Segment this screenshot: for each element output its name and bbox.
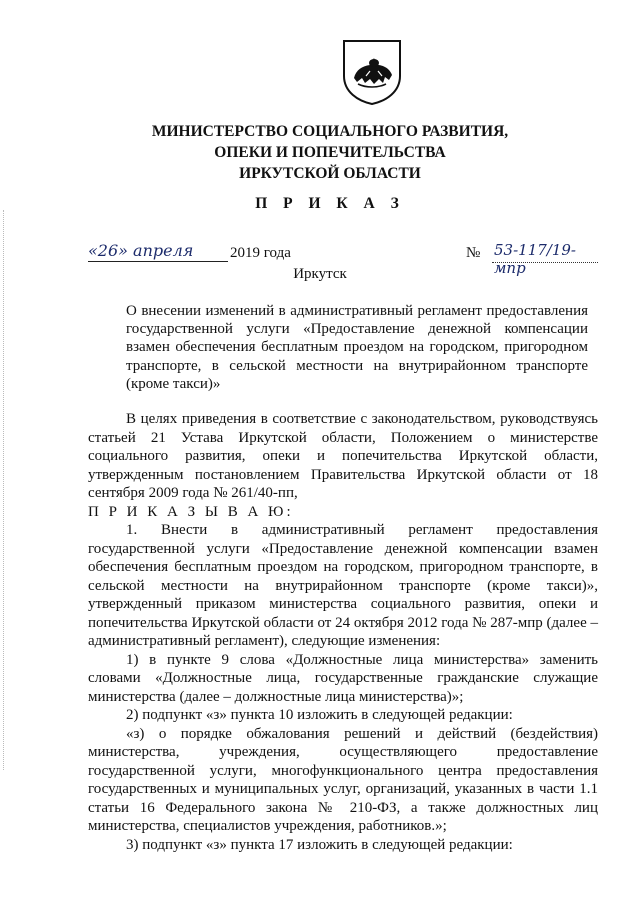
ministry-line-2: ОПЕКИ И ПОПЕЧИТЕЛЬСТВА	[214, 144, 446, 161]
subitem-2-paragraph: 2) подпункт «з» пункта 10 изложить в следующей редакции:	[126, 707, 513, 723]
coat-of-arms-emblem	[340, 38, 404, 106]
subitem-2-text-paragraph: «з) о порядке обжалования решений и действий (бездействия) министерства, учреждения, осуществляющего предоставление государственной услуги, многофункционального центра предоставления государственных и муниципальных услуг, организаций, указанных в части 1.1 статьи 16 Федерального закона № 210-ФЗ, а также должностных лиц министерства, специалистов учреждения, работников.»;	[88, 725, 598, 834]
subitem-1-paragraph: 1) в пункте 9 слова «Должностные лица министерства» заменить словами «Должностные лица, государственные гражданские служащие министерства (далее – должностные лица министерства)»;	[88, 651, 598, 705]
babr-emblem-icon	[340, 38, 404, 106]
handwritten-number: 53-117/19-мпр	[494, 241, 576, 277]
date-underline	[88, 261, 228, 262]
subitem-3-paragraph: 3) подпункт «з» пункта 17 изложить в следующей редакции:	[126, 836, 513, 853]
preamble-paragraph: В целях приведения в соответствие с законодательством, руководствуясь статьей 21 Устава Иркутской области, Положением о министерстве социального развития, опеки и попечительства Иркутской области, утвержденным постановлением Правительства Иркутской области от 18 сентября 2009 года № 261/40-пп,	[88, 411, 598, 501]
ministry-line-1: МИНИСТЕРСТВО СОЦИАЛЬНОГО РАЗВИТИЯ,	[151, 123, 509, 140]
item-1-paragraph: 1. Внести в административный регламент предоставления государственной услуги «Предоставление денежной компенсации взамен обеспечения бесплатным проездом на городском, пригородном транспорте, в сельской местности на внутрирайонном транспорте (кроме такси)», утвержденный приказом министерства социального развития, опеки и попечительства Иркутской области от 24 октября 2012 года № 287-мпр (далее – административный регламент), следующие изменения:	[88, 522, 598, 649]
ministry-title	[60, 121, 600, 184]
order-body	[88, 410, 598, 854]
ministry-line-3: ИРКУТСКОЙ ОБЛАСТИ	[239, 165, 421, 182]
number-sign: №	[466, 245, 481, 261]
handwritten-date: «26» апреля	[88, 241, 194, 260]
document-type-title: П Р И К А З	[255, 195, 405, 212]
scan-edge-mark	[3, 210, 5, 770]
number-underline	[492, 262, 598, 263]
date-year: 2019 года	[230, 245, 291, 261]
order-word: П Р И К А З Ы В А Ю:	[88, 503, 294, 520]
order-subject: О внесении изменений в административный регламент предоставления государственной услуги «Предоставление денежной компенсации взамен обеспечения бесплатным проездом на городском, пригородном транспорте, в сельской местности на внутрирайонном транспорте (кроме такси)»	[126, 303, 588, 392]
city-name: Иркутск	[293, 266, 347, 282]
